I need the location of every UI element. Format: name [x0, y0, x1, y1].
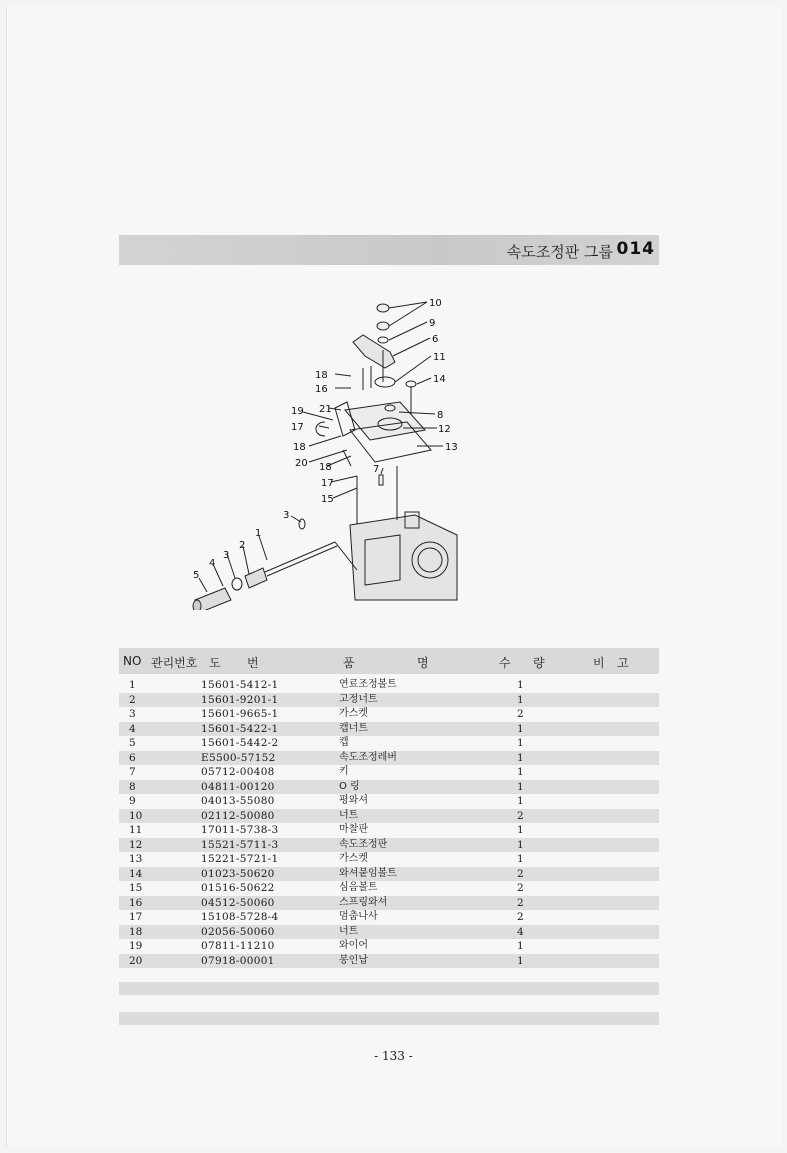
row-part-name: 키	[339, 766, 349, 777]
row-part-number: 07918-00001	[201, 954, 275, 967]
callout-9: 9	[429, 318, 436, 329]
row-no: 1	[129, 679, 136, 691]
section-code: 014	[616, 239, 655, 259]
row-part-name: 심음볼트	[339, 882, 378, 893]
row-part-number: 02056-50060	[201, 925, 275, 938]
table-row	[119, 881, 659, 896]
callout-3b: 3	[223, 550, 230, 561]
row-qty: 2	[517, 809, 524, 822]
row-qty: 2	[517, 896, 524, 909]
row-qty: 2	[517, 708, 524, 720]
row-part-name: 스프링와셔	[339, 896, 388, 908]
row-part-number: 04013-55080	[201, 795, 275, 807]
table-row	[119, 765, 659, 780]
section-title-bar	[119, 235, 659, 265]
row-part-number: 15601-9201-1	[201, 693, 279, 706]
row-no: 2	[129, 693, 136, 706]
row-no: 3	[129, 708, 136, 720]
row-qty: 1	[517, 824, 524, 836]
table-row	[119, 751, 659, 766]
callout-14: 14	[433, 374, 446, 385]
row-part-number: 15601-5422-1	[201, 722, 279, 735]
row-part-number: 04512-50060	[201, 896, 275, 909]
row-qty: 1	[517, 853, 524, 865]
row-part-name: 와이어	[339, 940, 368, 951]
row-part-number: 07811-11210	[201, 940, 275, 952]
table-row	[119, 693, 659, 708]
callout-15: 15	[321, 494, 334, 505]
row-part-name: 속도조정레버	[339, 751, 397, 763]
header-remark-1: 비	[593, 656, 605, 670]
page-number: - 133 -	[374, 1049, 413, 1063]
row-no: 14	[129, 867, 143, 880]
callout-5: 5	[193, 570, 200, 581]
table-row	[119, 707, 659, 722]
callout-6: 6	[432, 334, 439, 345]
table-row	[119, 867, 659, 882]
header-qty-2: 량	[533, 656, 545, 670]
empty-table-band	[119, 982, 659, 995]
header-remark-2: 고	[617, 656, 629, 670]
callout-18a: 18	[315, 370, 328, 381]
row-no: 18	[129, 925, 143, 938]
row-part-name: 와셔붙임볼트	[339, 867, 397, 879]
parts-table-header	[119, 648, 659, 674]
row-qty: 2	[517, 911, 524, 923]
row-qty: 1	[517, 838, 524, 851]
header-drawing-2: 번	[247, 656, 259, 670]
row-qty: 1	[517, 954, 524, 967]
row-part-number: 15108-5728-4	[201, 911, 279, 923]
table-row	[119, 939, 659, 954]
row-part-number: 02112-50080	[201, 809, 275, 822]
row-part-name: O 링	[339, 780, 360, 792]
row-part-name: 가스켓	[339, 853, 368, 864]
callout-11: 11	[433, 352, 446, 363]
row-part-number: 15221-5721-1	[201, 853, 279, 865]
exploded-parts-diagram	[185, 290, 475, 610]
callout-2: 2	[239, 540, 246, 551]
callout-19: 19	[291, 406, 304, 417]
table-row	[119, 780, 659, 795]
header-name-2: 명	[417, 656, 429, 670]
callout-16: 16	[315, 384, 328, 395]
row-qty: 1	[517, 679, 524, 691]
row-qty: 1	[517, 795, 524, 807]
row-part-name: 가스켓	[339, 708, 368, 719]
row-qty: 2	[517, 867, 524, 880]
row-part-number: 15521-5711-3	[201, 838, 279, 851]
table-row	[119, 896, 659, 911]
row-qty: 4	[517, 925, 524, 938]
header-name-1: 품	[343, 656, 355, 670]
row-qty: 1	[517, 693, 524, 706]
table-row	[119, 794, 659, 809]
row-no: 20	[129, 954, 143, 967]
row-qty: 1	[517, 751, 524, 764]
row-qty: 1	[517, 780, 524, 793]
table-row	[119, 678, 659, 693]
row-no: 11	[129, 824, 143, 836]
row-qty: 1	[517, 722, 524, 735]
table-row	[119, 809, 659, 824]
callout-12: 12	[438, 424, 451, 435]
row-part-name: 너트	[339, 925, 359, 937]
row-qty: 2	[517, 882, 524, 894]
row-part-name: 멈춤나사	[339, 911, 378, 922]
row-part-number: 01516-50622	[201, 882, 275, 894]
row-no: 8	[129, 780, 136, 793]
row-part-number: 01023-50620	[201, 867, 275, 880]
row-part-name: 캡너트	[339, 722, 368, 734]
row-no: 5	[129, 737, 136, 749]
row-part-name: 속도조정판	[339, 838, 388, 850]
row-no: 4	[129, 722, 136, 735]
header-mgmt-number: 관리번호	[151, 656, 198, 670]
table-row	[119, 838, 659, 853]
callout-8: 8	[437, 410, 444, 421]
row-part-number: 05712-00408	[201, 766, 275, 778]
row-part-number: 17011-5738-3	[201, 824, 279, 836]
table-row	[119, 852, 659, 867]
row-part-name: 평와셔	[339, 795, 368, 806]
callout-18b: 18	[293, 442, 306, 453]
callout-18c: 18	[319, 462, 332, 473]
table-row	[119, 910, 659, 925]
callout-17a: 17	[291, 422, 304, 433]
row-part-name: 고정너트	[339, 693, 378, 705]
table-row	[119, 736, 659, 751]
row-part-name: 캡	[339, 737, 349, 748]
diagram-drawing	[185, 290, 475, 610]
callout-3a: 3	[283, 510, 290, 521]
callout-13: 13	[445, 442, 458, 453]
callout-20: 20	[295, 458, 308, 469]
row-part-name: 연료조정볼트	[339, 679, 397, 690]
header-drawing-1: 도	[209, 656, 221, 670]
row-no: 17	[129, 911, 143, 923]
table-row	[119, 925, 659, 940]
row-no: 15	[129, 882, 143, 894]
row-no: 19	[129, 940, 143, 952]
callout-10: 10	[429, 298, 442, 309]
callout-21: 21	[319, 404, 332, 415]
row-qty: 1	[517, 737, 524, 749]
table-row	[119, 954, 659, 969]
header-no: NO	[123, 654, 142, 668]
section-title: 속도조정판 그룹	[506, 243, 613, 261]
row-qty: 1	[517, 940, 524, 952]
row-no: 6	[129, 751, 136, 764]
row-no: 9	[129, 795, 136, 807]
row-qty: 1	[517, 766, 524, 778]
header-qty-1: 수	[499, 656, 511, 670]
row-no: 16	[129, 896, 143, 909]
row-no: 13	[129, 853, 143, 865]
parts-table-body	[119, 678, 659, 968]
row-part-name: 봉인납	[339, 954, 368, 966]
row-part-number: 15601-9665-1	[201, 708, 279, 720]
table-row	[119, 722, 659, 737]
row-part-number: 15601-5442-2	[201, 737, 279, 749]
callout-17b: 17	[321, 478, 334, 489]
callout-4: 4	[209, 558, 216, 569]
callout-7: 7	[373, 464, 380, 475]
empty-table-band	[119, 1012, 659, 1025]
row-no: 10	[129, 809, 143, 822]
row-part-number: 04811-00120	[201, 780, 275, 793]
row-part-number: E5500-57152	[201, 751, 276, 764]
row-part-name: 너트	[339, 809, 359, 821]
row-no: 7	[129, 766, 136, 778]
row-no: 12	[129, 838, 143, 851]
table-row	[119, 823, 659, 838]
callout-1: 1	[255, 528, 262, 539]
row-part-number: 15601-5412-1	[201, 679, 279, 691]
row-part-name: 마찰판	[339, 824, 368, 835]
